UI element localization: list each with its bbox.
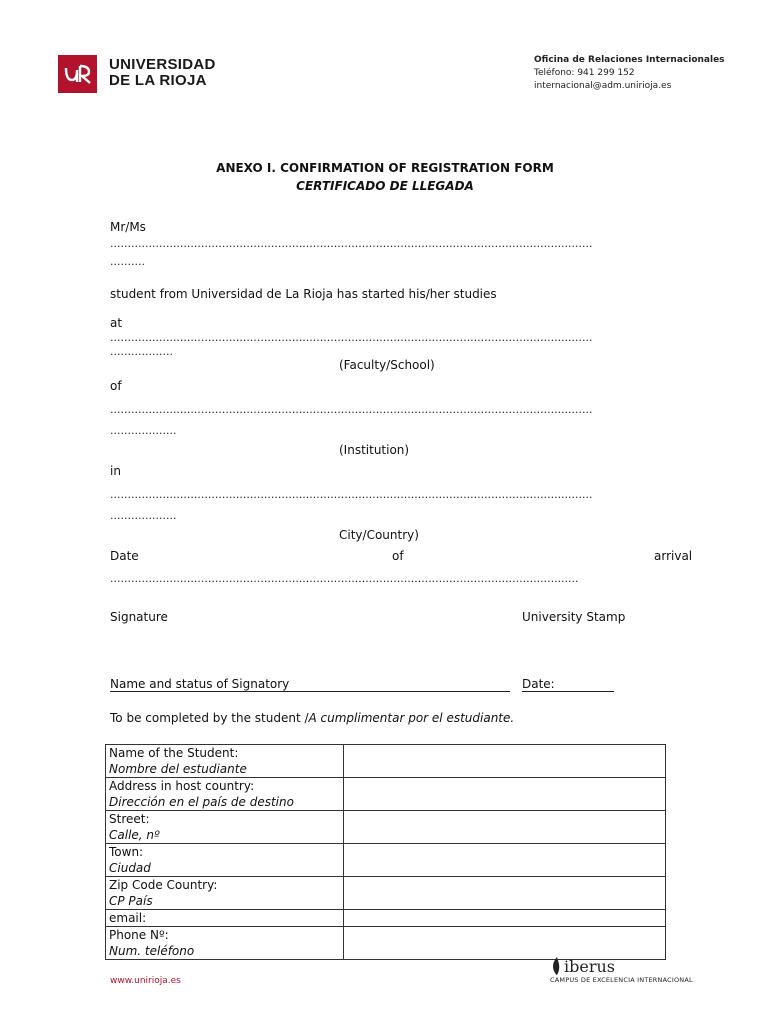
table-label-cell bbox=[106, 910, 344, 927]
name-dots-continuation: .......... bbox=[110, 255, 145, 268]
signatory-date-label: Date: bbox=[522, 677, 555, 691]
of-word: of bbox=[392, 549, 404, 563]
row-label-en: Name of the Student: bbox=[109, 746, 239, 760]
arrival-word: arrival bbox=[654, 549, 693, 563]
form-title: ANEXO I. CONFIRMATION OF REGISTRATION FORM bbox=[216, 161, 554, 175]
row-label-en: Town: bbox=[109, 845, 144, 859]
faculty-dots-continuation: .................. bbox=[110, 345, 173, 358]
table-row bbox=[106, 778, 666, 811]
to-complete-text bbox=[110, 711, 514, 725]
logo-mark-icon bbox=[63, 62, 93, 86]
table-label-cell bbox=[106, 811, 344, 844]
table-row bbox=[106, 844, 666, 877]
row-label-es: CP País bbox=[109, 894, 153, 908]
student-name-input-cell[interactable] bbox=[344, 745, 666, 778]
city-country-label: City/Country) bbox=[339, 528, 419, 542]
table-label-cell bbox=[106, 745, 344, 778]
date-word: Date bbox=[110, 549, 139, 563]
signatory-name-label: Name and status of Signatory bbox=[110, 677, 290, 691]
iberus-logo bbox=[550, 956, 693, 984]
zip-country-input-cell[interactable] bbox=[344, 877, 666, 910]
row-label-es: Dirección en el país de destino bbox=[109, 795, 294, 809]
to-complete-en: To be completed by the student / bbox=[110, 711, 309, 725]
row-label-en: Address in host country: bbox=[109, 779, 255, 793]
faculty-dots-line: .......................................................................................................................................... bbox=[110, 331, 593, 344]
row-label-es: Num. teléfono bbox=[109, 944, 195, 958]
office-phone: Teléfono: 941 299 152 bbox=[534, 68, 635, 78]
leaf-icon bbox=[550, 956, 564, 976]
table-label-cell bbox=[106, 778, 344, 811]
in-label: in bbox=[110, 464, 121, 478]
faculty-label: (Faculty/School) bbox=[339, 358, 435, 372]
university-logo bbox=[58, 55, 97, 93]
institution-dots-continuation: ................... bbox=[110, 424, 177, 437]
phone-input-cell[interactable] bbox=[344, 927, 666, 960]
signature-label: Signature bbox=[110, 610, 168, 624]
street-input-cell[interactable] bbox=[344, 811, 666, 844]
row-label-es: Ciudad bbox=[109, 861, 151, 875]
row-label-en: email: bbox=[109, 911, 147, 925]
student-from-text: student from Universidad de La Rioja has started his/her studies bbox=[110, 287, 497, 301]
university-name-line2: DE LA RIOJA bbox=[109, 72, 207, 89]
form-subtitle: CERTIFICADO DE LLEGADA bbox=[296, 179, 474, 193]
office-title: Oficina de Relaciones Internacionales bbox=[534, 55, 725, 65]
city-dots-continuation: ................... bbox=[110, 509, 177, 522]
name-dots-line: .......................................................................................................................................... bbox=[110, 237, 593, 250]
email-input-cell[interactable] bbox=[344, 910, 666, 927]
town-input-cell[interactable] bbox=[344, 844, 666, 877]
table-row bbox=[106, 877, 666, 910]
city-dots-line: .......................................................................................................................................... bbox=[110, 488, 593, 501]
row-label-en: Zip Code Country: bbox=[109, 878, 218, 892]
table-row bbox=[106, 910, 666, 927]
university-name-line1: UNIVERSIDAD bbox=[109, 56, 216, 73]
at-label: at bbox=[110, 316, 123, 330]
signatory-date-field[interactable] bbox=[522, 677, 614, 692]
signatory-name-field[interactable] bbox=[110, 677, 510, 692]
university-name bbox=[109, 57, 216, 89]
table-row bbox=[106, 811, 666, 844]
student-info-table bbox=[105, 744, 666, 960]
table-row bbox=[106, 927, 666, 960]
table-label-cell bbox=[106, 927, 344, 960]
table-row bbox=[106, 745, 666, 778]
institution-label: (Institution) bbox=[339, 443, 410, 457]
arrival-dots-line: ...................................................................................................................................... bbox=[110, 572, 579, 585]
iberus-brand: iberus bbox=[564, 957, 615, 976]
to-complete-es: A cumplimentar por el estudiante. bbox=[308, 711, 515, 725]
mr-ms-label: Mr/Ms bbox=[110, 220, 146, 234]
table-label-cell bbox=[106, 844, 344, 877]
of-label: of bbox=[110, 379, 122, 393]
table-label-cell bbox=[106, 877, 344, 910]
institution-dots-line: .......................................................................................................................................... bbox=[110, 403, 593, 416]
office-email: internacional@adm.unirioja.es bbox=[534, 81, 672, 91]
row-label-es: Calle, nº bbox=[109, 828, 160, 842]
university-stamp-label: University Stamp bbox=[522, 610, 626, 624]
address-input-cell[interactable] bbox=[344, 778, 666, 811]
row-label-en: Phone Nº: bbox=[109, 928, 169, 942]
footer-url[interactable]: www.unirioja.es bbox=[110, 976, 181, 986]
iberus-subtitle: CAMPUS DE EXCELENCIA INTERNACIONAL bbox=[550, 976, 693, 984]
row-label-es: Nombre del estudiante bbox=[109, 762, 247, 776]
office-contact bbox=[534, 54, 725, 93]
row-label-en: Street: bbox=[109, 812, 150, 826]
